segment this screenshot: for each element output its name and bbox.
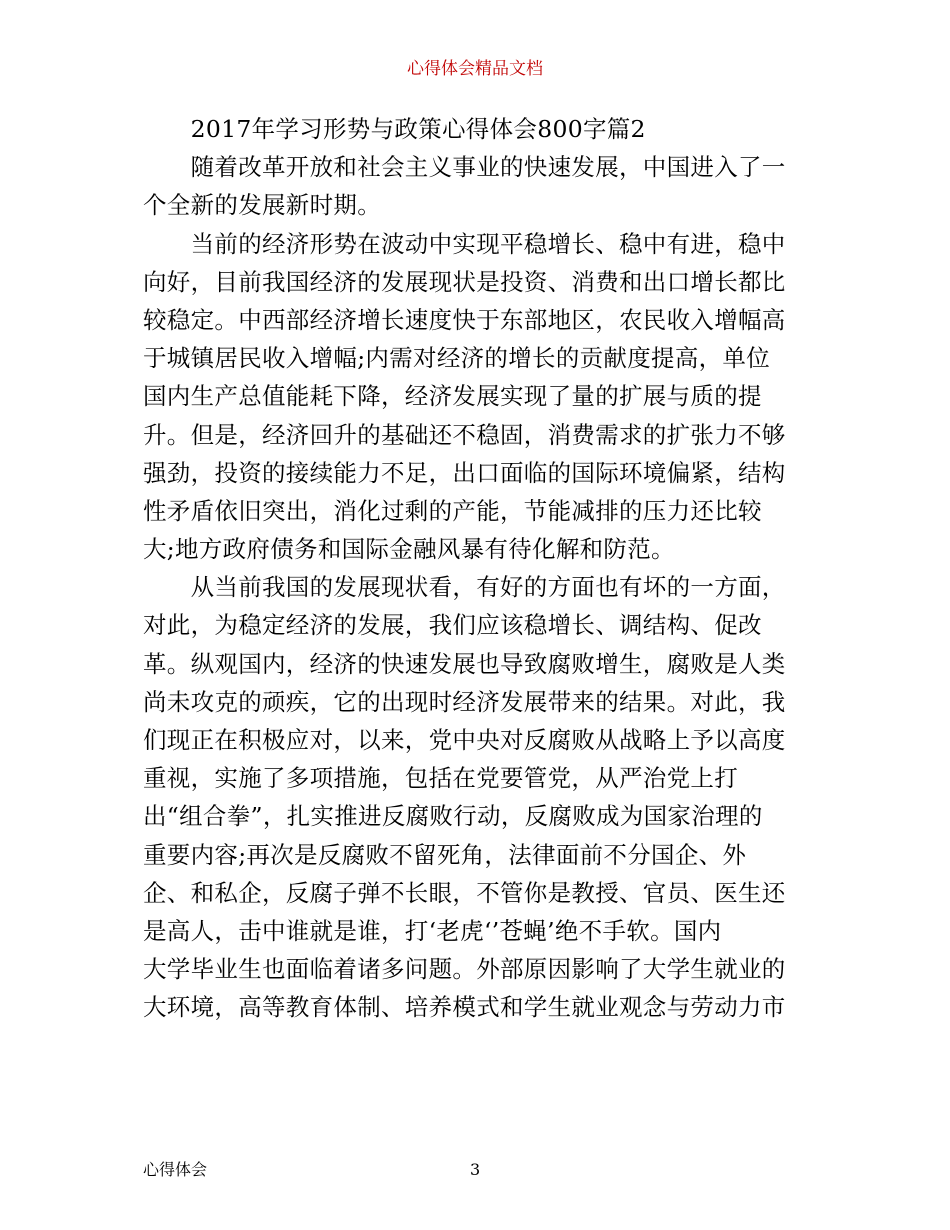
- footer-label: 心得体会: [143, 1160, 208, 1179]
- text-line: 个全新的发展新时期。: [143, 191, 381, 220]
- text-line: 们现正在积极应对，以来，党中央对反腐败从战略上予以高度: [143, 726, 786, 754]
- title-line: 2017年学习形势与政策心得体会800字篇2: [143, 115, 646, 143]
- text-line: 尚未攻克的顽疾，它的出现时经济发展带来的结果。对此，我: [143, 687, 786, 716]
- text-line: 于城镇居民收入增幅;内需对经济的增长的贡献度提高，单位: [143, 344, 771, 373]
- page-header-title: 心得体会精品文档: [407, 59, 543, 79]
- text-line: 升。但是，经济回升的基础还不稳固，消费需求的扩张力不够: [143, 420, 786, 449]
- text-line: 对此，为稳定经济的发展，我们应该稳增长、调结构、促改: [143, 611, 762, 640]
- text-line: 国内生产总值能耗下降，经济发展实现了量的扩展与质的提: [143, 382, 762, 411]
- text-line: 较稳定。中西部经济增长速度快于东部地区，农民收入增幅高: [143, 305, 786, 334]
- text-line: 性矛盾依旧突出，消化过剩的产能，节能减排的压力还比较: [143, 496, 762, 525]
- text-line: 革。纵观国内，经济的快速发展也导致腐败增生，腐败是人类: [143, 649, 786, 678]
- text-line: 大学毕业生也面临着诸多问题。外部原因影响了大学生就业的: [143, 955, 786, 984]
- text-line: 重视，实施了多项措施，包括在党要管党，从严治党上打: [143, 764, 738, 793]
- text-line: 从当前我国的发展现状看，有好的方面也有坏的一方面，: [143, 573, 786, 602]
- text-line: 企、和私企，反腐子弹不长眼，不管你是教授、官员、医生还: [143, 878, 786, 907]
- document-body: [143, 110, 815, 1027]
- text-line: 是高人，击中谁就是谁，打‘老虎‘’苍蝇’绝不手软。国内: [143, 916, 722, 945]
- text-line: 随着改革开放和社会主义事业的快速发展，中国进入了一: [143, 153, 786, 182]
- text-line: 大;地方政府债务和国际金融风暴有待化解和防范。: [143, 535, 675, 564]
- text-line: 强劲，投资的接续能力不足，出口面临的国际环境偏紧，结构: [143, 458, 786, 487]
- text-line: 出“组合拳”，扎实推进反腐败行动，反腐败成为国家治理的: [143, 802, 763, 831]
- text-line: 向好，目前我国经济的发展现状是投资、消费和出口增长都比: [143, 267, 786, 296]
- text-line: 重要内容;再次是反腐败不留死角，法律面前不分国企、外: [143, 840, 747, 869]
- text-line: 当前的经济形势在波动中实现平稳增长、稳中有进，稳中: [143, 229, 786, 258]
- page-number: 3: [470, 1160, 481, 1179]
- text-line: 大环境，高等教育体制、培养模式和学生就业观念与劳动力市: [143, 993, 786, 1022]
